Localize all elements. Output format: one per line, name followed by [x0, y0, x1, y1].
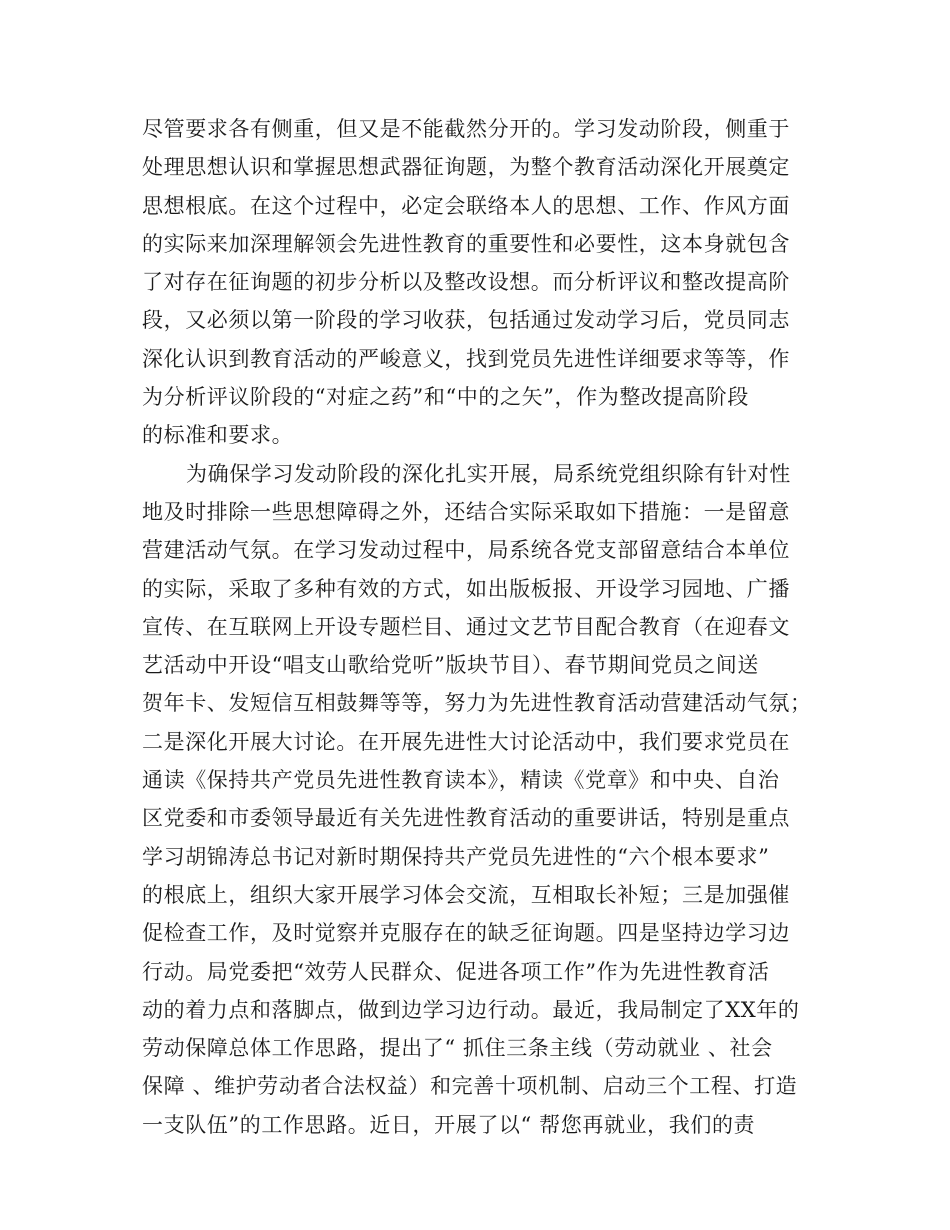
text-line: 劳动保障总体工作思路，提出了“ 抓住三条主线（劳动就业 、社会 [142, 1036, 773, 1061]
text-line: 的实际来加深理解领会先进性教育的重要性和必要性，这本身就包含 [142, 231, 790, 256]
text-line: 促检查工作，及时觉察并克服存在的缺乏征询题。四是坚持边学习边 [142, 921, 790, 946]
text-line: 的标准和要求。 [142, 423, 294, 448]
text-line: 的根底上，组织大家开展学习体会交流，互相取长补短；三是加强催 [142, 882, 790, 907]
text-line: 地及时排除一些思想障碍之外，还结合实际采取如下措施：一是留意 [142, 499, 790, 524]
text-line: 艺活动中开设“唱支山歌给党听”版块节目）、春节期间党员之间送 [142, 653, 759, 678]
text-line: 营建活动气氛。在学习发动过程中，局系统各党支部留意结合本单位 [142, 538, 790, 563]
text-line: 的实际，采取了多种有效的方式，如出版板报、开设学习园地、广播 [142, 576, 790, 601]
text-line: 处理思想认识和掌握思想武器征询题，为整个教育活动深化开展奠定 [142, 155, 790, 180]
text-line: 保障 、维护劳动者合法权益）和完善十项机制、启动三个工程、打造 [142, 1074, 798, 1099]
text-line: 二是深化开展大讨论。在开展先进性大讨论活动中，我们要求党员在 [142, 729, 790, 754]
text-line: 段，又必须以第一阶段的学习收获，包括通过发动学习后，党员同志 [142, 308, 790, 333]
text-line: 为分析评议阶段的“对症之药”和“中的之矢”，作为整改提高阶段 [142, 385, 749, 410]
text-line: 了对存在征询题的初步分析以及整改设想。而分析评议和整改提高阶 [142, 270, 790, 295]
text-line: 区党委和市委领导最近有关先进性教育活动的重要讲话，特别是重点 [142, 806, 790, 831]
text-line: 行动。局党委把“效劳人民群众、促进各项工作”作为先进性教育活 [142, 959, 770, 984]
body-text [142, 110, 832, 1144]
text-line: 尽管要求各有侧重，但又是不能截然分开的。学习发动阶段，侧重于 [142, 117, 790, 141]
text-line: 宣传、在互联网上开设专题栏目、通过文艺节目配合教育（在迎春文 [142, 614, 790, 639]
text-line: 贺年卡、发短信互相鼓舞等等，努力为先进性教育活动营建活动气氛； [142, 691, 812, 716]
text-line: 深化认识到教育活动的严峻意义，找到党员先进性详细要求等等，作 [142, 346, 790, 371]
text-line: 动的着力点和落脚点，做到边学习边行动。最近，我局制定了XX年的 [142, 997, 800, 1022]
text-line: 思想根底。在这个过程中，必定会联络本人的思想、工作、作风方面 [142, 193, 790, 218]
text-line: 学习胡锦涛总书记对新时期保持共产党员先进性的“六个根本要求” [142, 844, 770, 869]
text-line: 通读《保持共产党员先进性教育读本》，精读《党章》和中央、自治 [142, 768, 780, 793]
paragraph-2 [142, 455, 832, 1144]
text-line: 为确保学习发动阶段的深化扎实开展，局系统党组织除有针对性 [186, 461, 791, 486]
text-line: 一支队伍”的工作思路。近日，开展了以“ 帮您再就业，我们的责 [142, 1112, 756, 1137]
paragraph-1 [142, 110, 832, 455]
